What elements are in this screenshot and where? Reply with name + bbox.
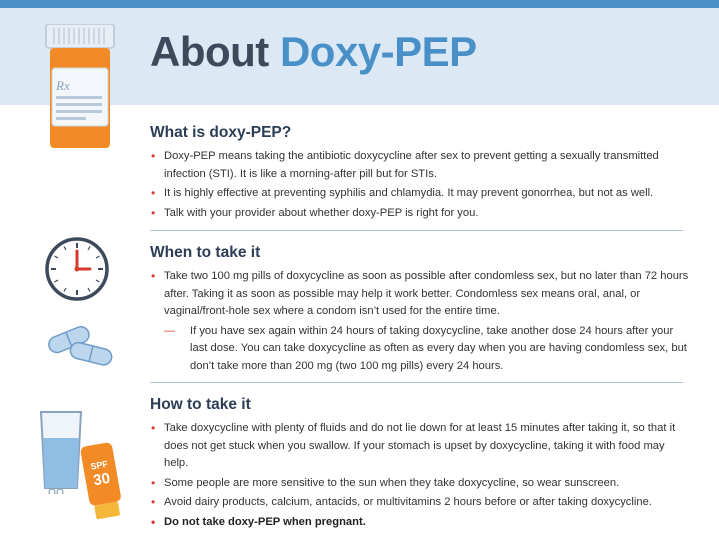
title-accent: Doxy-PEP [279, 28, 477, 75]
bullet-list [150, 148, 690, 222]
list-item-warning: • Do not take doxy-PEP when pregnant. [150, 514, 690, 532]
list-item: • Take two 100 mg pills of doxycycline as soon as possible after condomless sex, but no later than 72 hours after. Taking it as soon as possible may help it work better. Condomless sex means oral, anal, or vaginal/front-hole sex where a condom isn’t used for the entire time. [150, 268, 690, 321]
title-main: About [150, 28, 269, 75]
section-when-to-take [150, 244, 690, 377]
list-item: • Avoid dairy products, calcium, antacids, or multivitamins 2 hours before or after taking doxycycline. [150, 494, 690, 512]
list-item: • Talk with your provider about whether doxy-PEP is right for you. [150, 205, 690, 223]
list-item: • It is highly effective at preventing syphilis and chlamydia. It may prevent gonorrhea, but not as well. [150, 185, 690, 203]
spf-label: SPF [89, 458, 109, 472]
list-item: • Some people are more sensitive to the sun when they take doxycycline, so wear sunscreen. [150, 475, 690, 493]
bullet-list [150, 420, 690, 531]
section-heading: What is doxy-PEP? [150, 124, 292, 141]
section-heading: When to take it [150, 244, 261, 261]
list-item: • Doxy-PEP means taking the antibiotic doxycycline after sex to prevent getting a sexually transmitted infection (STI). It is like a morning-after pill but for STIs. [150, 148, 690, 183]
page-title [150, 28, 477, 76]
top-accent-bar [0, 0, 719, 8]
section-heading: How to take it [150, 396, 251, 413]
pills-icon [44, 318, 116, 368]
section-what-is [150, 124, 690, 224]
bullet-list [150, 268, 690, 375]
clock-icon [44, 236, 110, 302]
sub-list-item: — If you have sex again within 24 hours of taking doxycycline, take another dose 24 hours after your last dose. You can take doxycycline as often as every day when you are having condomless sex, but don’t take more than 200 mg (two 100 mg pills) every 24 hours. [164, 323, 690, 376]
spf-value: 30 [92, 469, 112, 490]
pill-bottle-icon [44, 24, 116, 148]
rx-label: Rx [56, 78, 70, 93]
list-item: • Take doxycycline with plenty of fluids and do not lie down for at least 15 minutes after taking it, so that it does not get stuck when you swallow. If your stomach is upset by doxycycline, taking it with food may help. [150, 420, 690, 473]
sunscreen-icon [78, 438, 126, 524]
section-divider [150, 382, 683, 383]
section-divider [150, 230, 683, 231]
section-how-to-take [150, 396, 690, 533]
